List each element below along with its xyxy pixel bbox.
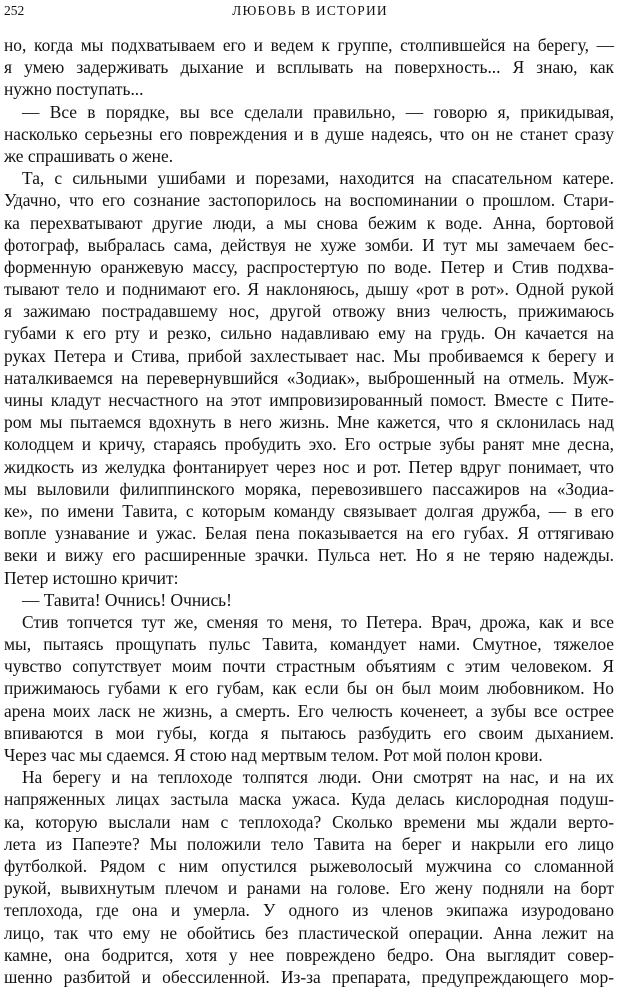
text-line: — Тавита! Очнись! Очнись! bbox=[22, 589, 232, 610]
text-line: колодцем и кричу, стараясь пробудить эхо. Его острые зубы ранят мне десна, bbox=[4, 434, 614, 455]
text-line: прижимаюсь губами к его губам, как если бы он был моим любовником. Но bbox=[4, 678, 614, 699]
text-line: Та, с сильными ушибами и порезами, находится на спасательном катере. bbox=[22, 168, 614, 189]
text-line: я зажимаю пострадавшему нос, другой отвожу вниз челюсть, прижимаюсь bbox=[4, 301, 614, 322]
text-line: шенно разбитой и обессиленной. Из-за препарата, предупреждающего мор- bbox=[4, 966, 614, 987]
text-line: На берегу и на теплоходе толпятся люди. Они смотрят на нас, и на их bbox=[22, 767, 614, 788]
text-line: же спрашивать о жене. bbox=[4, 145, 174, 166]
text-line: Удачно, что его сознание застопорилось на воспоминании о прошлом. Стари- bbox=[4, 190, 614, 211]
text-line: ка, которую выслали нам с теплохода? Сколько времени мы ждали верто- bbox=[4, 811, 614, 832]
text-line: я умею задерживать дыхание и всплывать на поверхность... Я знаю, как bbox=[4, 57, 614, 78]
text-line: Через час мы сдаемся. Я стою над мертвым телом. Рот мой полон крови. bbox=[4, 745, 543, 765]
text-line: чувство сопутствует моим почти страстным объятиям с этим человеком. Я bbox=[4, 656, 614, 677]
text-line: Петер истошно кричит: bbox=[4, 567, 179, 588]
text-line: мы выловили филиппинского моряка, перевозившего пассажиров на «Зодиа- bbox=[4, 478, 614, 499]
text-line: вопле узнавание и ужас. Белая пена показывается на его губах. Я оттягиваю bbox=[4, 523, 614, 544]
text-line: лета из Папеэте? Мы положили тело Тавита на берег и накрыли его лицо bbox=[4, 833, 614, 854]
text-line: футболкой. Рядом с ним опустился рыжеволосый мужчина со сломанной bbox=[4, 855, 614, 876]
body-text bbox=[4, 34, 614, 988]
text-line: ке», по имени Тавита, с которым команду связывает долгая дружба, — в его bbox=[4, 500, 614, 521]
text-line: насколько серьезны его повреждения и в душе надеясь, что он не станет сразу bbox=[4, 123, 614, 144]
text-line: теплохода, где она и умерла. У одного из членов экипажа изуродовано bbox=[4, 900, 614, 921]
running-title: ЛЮБОВЬ В ИСТОРИИ bbox=[232, 3, 388, 18]
text-line: веки и вижу его расширенные зрачки. Пульса нет. Но я не теряю надежды. bbox=[4, 545, 614, 566]
text-line: тывают тело и поднимают его. Я наклоняюсь, дышу «рот в рот». Одной рукой bbox=[4, 279, 614, 300]
page-number: 252 bbox=[4, 3, 25, 18]
text-line: впиваются в мои губы, когда я пытаюсь разбудить его своим дыханием. bbox=[4, 722, 614, 743]
text-line: нужно поступать... bbox=[4, 79, 144, 100]
text-line: форменную оранжевую массу, распростертую по воде. Петер и Стив подхва- bbox=[4, 256, 614, 277]
text-line: фотограф, выбралась сама, действуя не хуже зомби. И тут мы замечаем бес- bbox=[4, 234, 614, 255]
text-line: ка перехватывают другие люди, а мы снова бежим к воде. Анна, бортовой bbox=[4, 212, 614, 233]
running-head bbox=[0, 0, 620, 22]
text-line: мы, пытаясь прощупать пульс Тавита, командует нами. Смутное, тяжелое bbox=[4, 634, 614, 655]
text-line: — Все в порядке, вы все сделали правильно, — говорю я, прикидывая, bbox=[22, 101, 614, 122]
text-line: лицо, так что ему не обойтись без пластической операции. Анна лежит на bbox=[4, 922, 614, 943]
text-line: камне, она бодрится, хотя у нее повреждено бедро. Она выглядит совер- bbox=[4, 944, 614, 965]
text-line: губами к его рту и резко, сильно надавливаю ему на грудь. Он качается на bbox=[4, 323, 614, 344]
text-line: но, когда мы подхватываем его и ведем к группе, столпившейся на берегу, — bbox=[4, 35, 614, 55]
text-line: наталкиваемся на перевернувшийся «Зодиак», выброшенный на отмель. Муж- bbox=[4, 367, 614, 388]
text-line: ром мы пытаемся вдохнуть в него жизнь. Мне кажется, что я склонилась над bbox=[4, 412, 614, 433]
text-line: напряженных лицах застыла маска ужаса. Куда делась кислородная подуш- bbox=[4, 789, 614, 810]
text-line: жидкость из желудка фонтанирует через нос и рот. Петер вдруг понимает, что bbox=[4, 456, 614, 477]
text-line: руках Петера и Стива, прибой захлестывает нас. Мы пробиваемся к берегу и bbox=[4, 345, 614, 366]
text-line: рукой, вывихнутым плечом и ранами на голове. Его жену подняли на борт bbox=[4, 878, 614, 899]
text-line: арена моих ласк не жизнь, а смерть. Его челюсть коченеет, а зубы все острее bbox=[4, 700, 614, 721]
text-line: Стив топчется тут же, сменяя то меня, то Петера. Врач, дрожа, как и все bbox=[22, 611, 614, 632]
text-line: чины кладут несчастного на этот импровизированный помост. Вместе с Пите- bbox=[4, 390, 614, 410]
